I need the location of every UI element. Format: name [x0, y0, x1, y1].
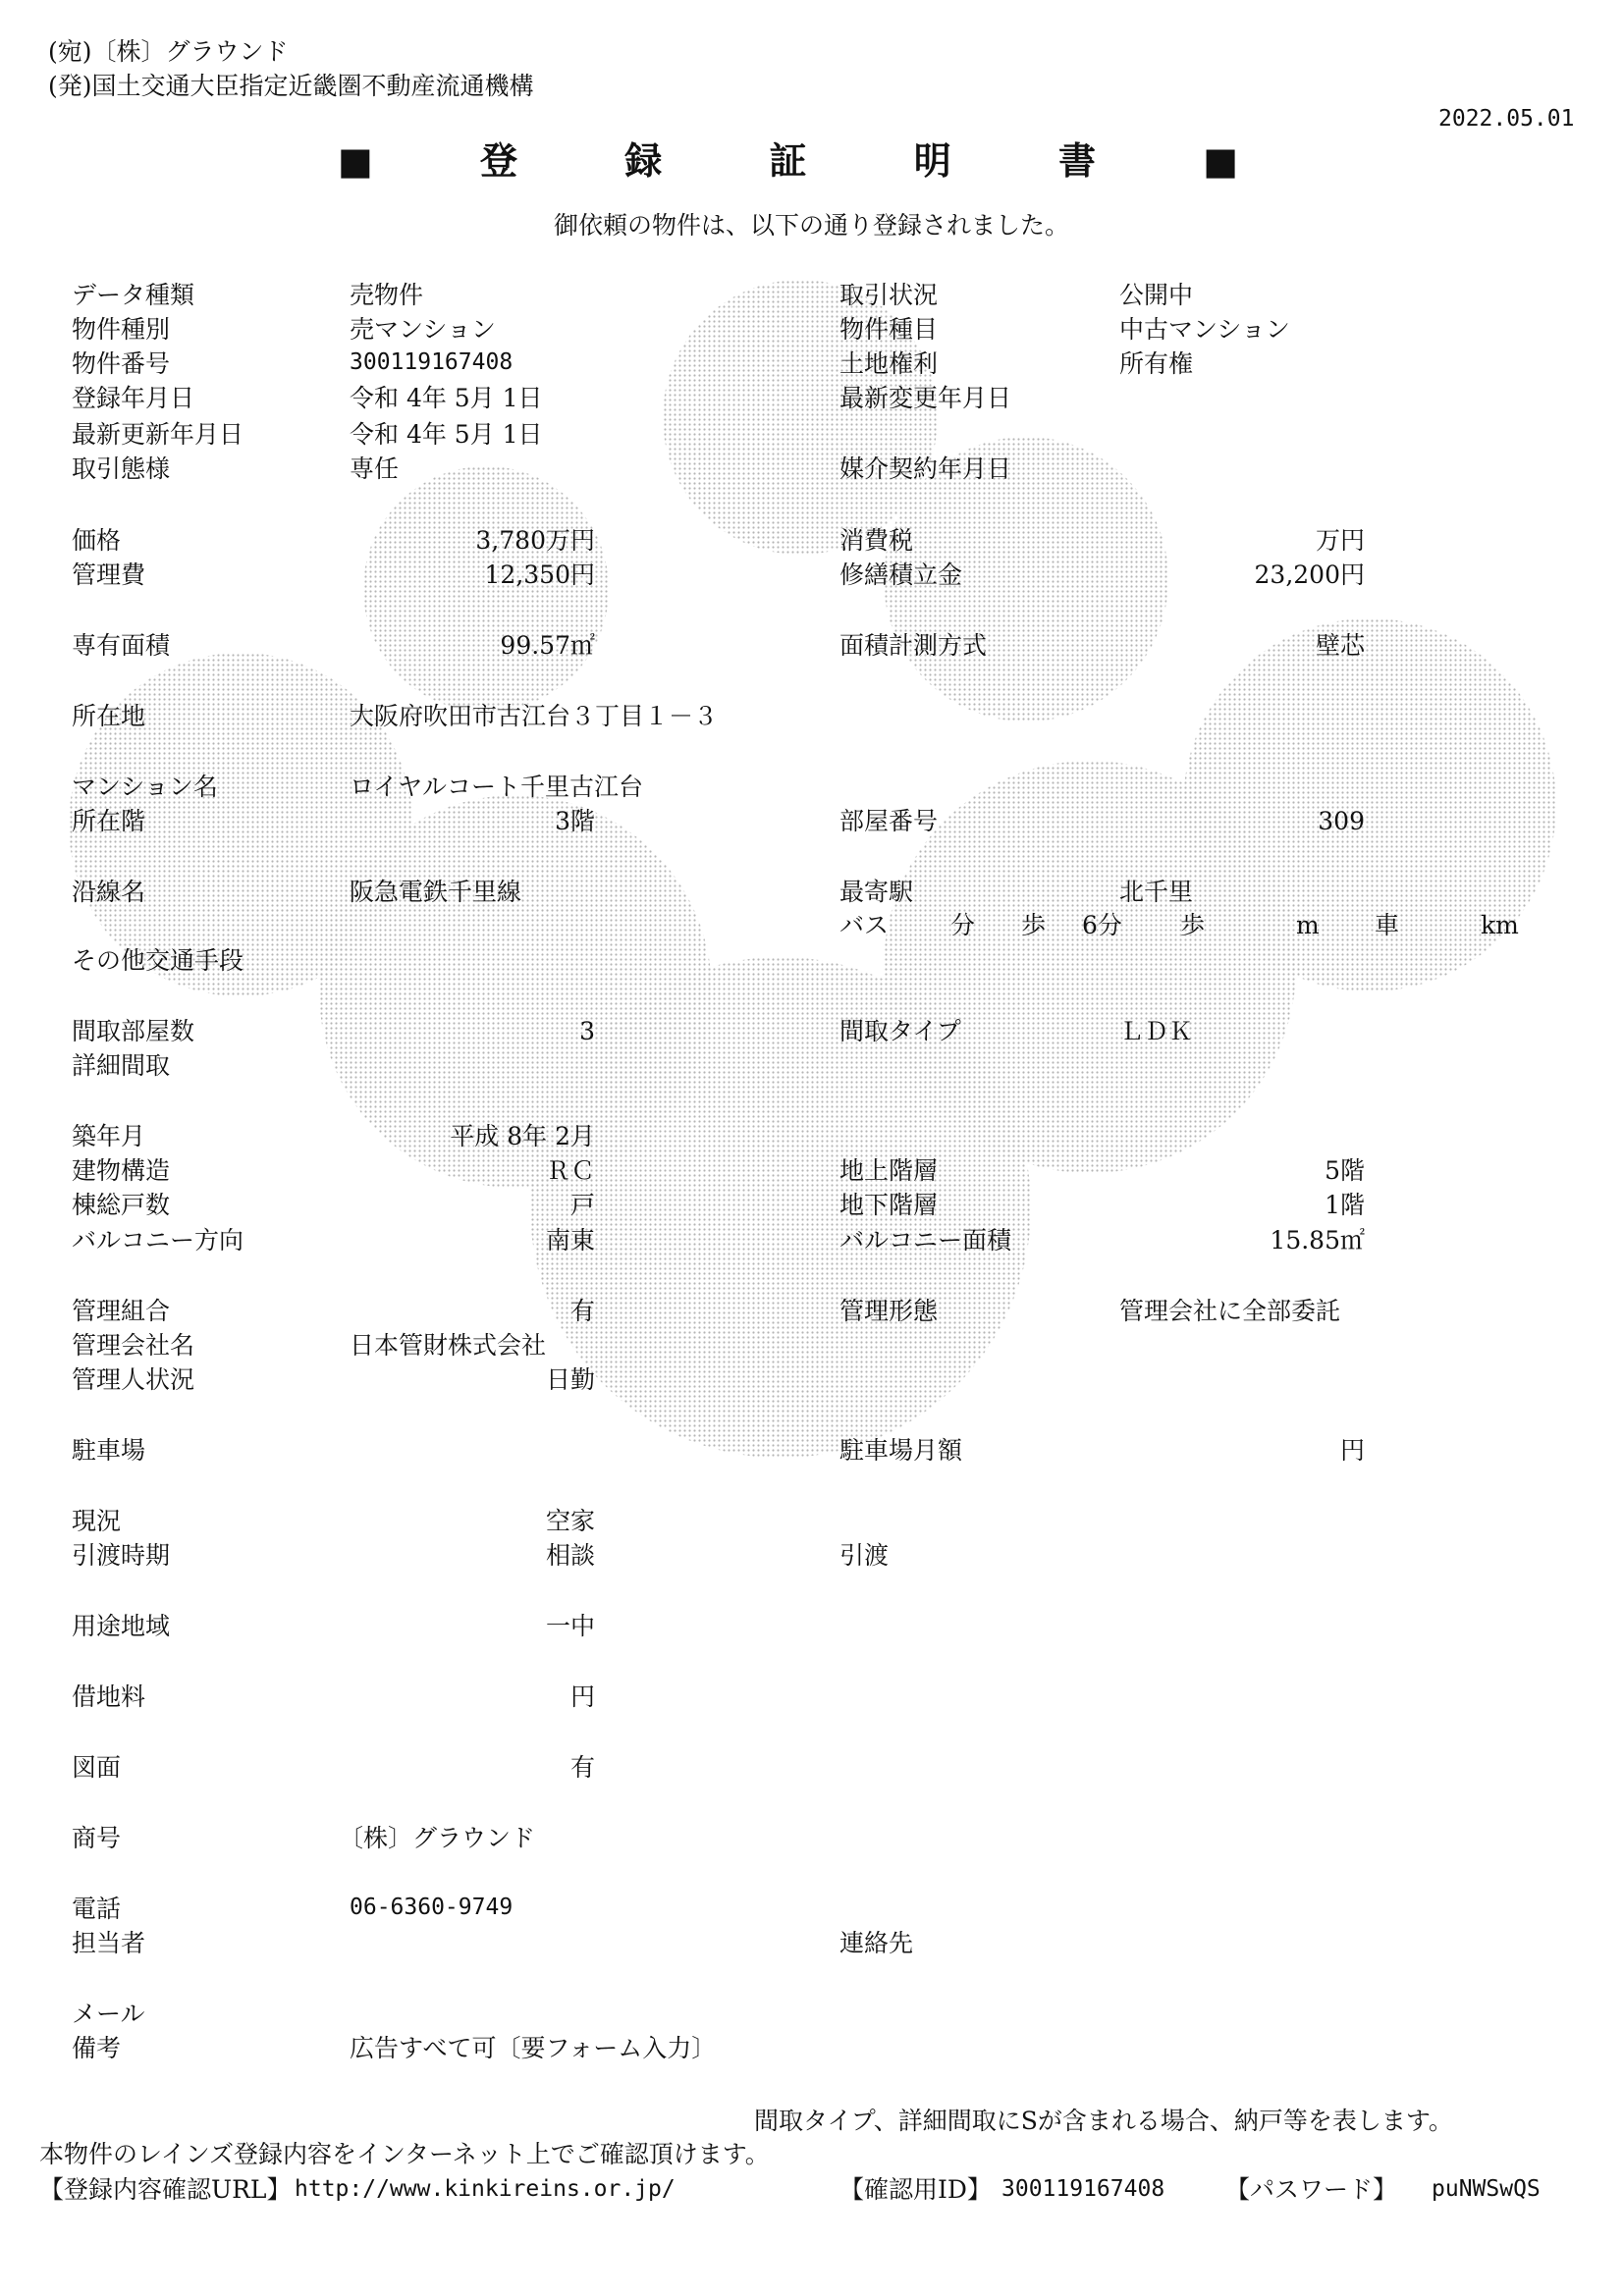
- value-layout-type: ＬＤＫ: [1119, 1017, 1194, 1045]
- value-balcony-area: 15.85㎡: [1270, 1226, 1365, 1255]
- label-rooms: 間取部屋数: [72, 1017, 195, 1045]
- value-land-rights: 所有権: [1119, 349, 1194, 378]
- label-brokerage-contract-date: 媒介契約年月日: [839, 454, 1012, 483]
- value-floors-below: 1階: [1325, 1191, 1365, 1219]
- footer-id: 300119167408: [1001, 2176, 1165, 2202]
- value-structure: ＲＣ: [545, 1156, 595, 1185]
- document-title: ■ 登 録 証 明 書 ■: [337, 138, 1286, 183]
- value-phone: 06-6360-9749: [350, 1895, 514, 1920]
- value-registration-date: 令和 4年 5月 1日: [350, 384, 543, 412]
- label-floor: 所在階: [72, 807, 146, 835]
- label-person-in-charge: 担当者: [72, 1929, 146, 1957]
- label-mansion-name: マンション名: [72, 773, 218, 801]
- value-location: 大阪府吹田市古江台３丁目１－３: [350, 702, 719, 730]
- label-repair-reserve: 修繕積立金: [839, 561, 963, 589]
- value-drawings: 有: [569, 1753, 595, 1782]
- footer-url[interactable]: http://www.kinkireins.or.jp/: [295, 2176, 676, 2202]
- footer-confirm: 本物件のレインズ登録内容をインターネット上でご確認頂けます。: [39, 2140, 770, 2168]
- value-built: 平成 8年 2月: [450, 1122, 595, 1150]
- label-property-number: 物件番号: [72, 349, 171, 378]
- label-remarks: 備考: [72, 2034, 122, 2062]
- label-land-rent: 借地料: [72, 1682, 146, 1711]
- value-floor: 3階: [555, 807, 595, 835]
- value-transaction-mode: 専任: [350, 454, 400, 483]
- issue-date: 2022.05.01: [1438, 106, 1575, 132]
- footer-url-label: 【登録内容確認URL】: [39, 2175, 292, 2204]
- label-land-rights: 土地権利: [839, 349, 939, 378]
- watermark-circle: [363, 466, 609, 712]
- label-delivery: 引渡: [839, 1541, 890, 1570]
- value-parking-monthly: 円: [1339, 1436, 1365, 1465]
- value-zoning: 一中: [545, 1612, 595, 1640]
- label-area-method: 面積計測方式: [839, 631, 988, 660]
- label-parking-monthly: 駐車場月額: [839, 1436, 963, 1465]
- value-management-form: 管理会社に全部委託: [1119, 1297, 1341, 1325]
- label-current-status: 現況: [72, 1507, 122, 1535]
- label-email: メール: [72, 2000, 145, 2028]
- label-property-item: 物件種目: [839, 315, 939, 344]
- label-transaction-status: 取引状況: [839, 281, 939, 309]
- label-management-fee: 管理費: [72, 561, 146, 589]
- value-management-company: 日本管財株式会社: [350, 1331, 547, 1360]
- value-property-number: 300119167408: [350, 349, 514, 375]
- label-delivery-time: 引渡時期: [72, 1541, 171, 1570]
- access-walk-minutes: 6分: [1082, 911, 1122, 939]
- value-exclusive-area: 99.57㎡: [500, 631, 595, 660]
- label-line-name: 沿線名: [72, 878, 146, 906]
- label-layout-type: 間取タイプ: [839, 1017, 961, 1045]
- value-property-category: 売マンション: [350, 315, 496, 344]
- access-bus-minutes: 分: [950, 911, 976, 939]
- sender: (発)国土交通大臣指定近畿圏不動産流通機構: [48, 72, 534, 100]
- value-data-type: 売物件: [350, 281, 424, 309]
- value-property-item: 中古マンション: [1119, 315, 1290, 344]
- access-km: km: [1481, 911, 1519, 939]
- footer-password-label: 【パスワード】: [1225, 2175, 1398, 2204]
- label-phone: 電話: [72, 1895, 122, 1923]
- value-price: 3,780万円: [475, 526, 595, 555]
- label-balcony-area: バルコニー面積: [839, 1226, 1012, 1255]
- document-subtitle: 御依頼の物件は、以下の通り登録されました。: [553, 211, 1069, 240]
- label-zoning: 用途地域: [72, 1612, 171, 1640]
- label-registration-date: 登録年月日: [72, 384, 195, 412]
- value-repair-reserve: 23,200円: [1254, 561, 1365, 589]
- access-walk-distance: 歩: [1180, 911, 1206, 939]
- value-room-number: 309: [1318, 807, 1365, 835]
- label-room-number: 部屋番号: [839, 807, 939, 835]
- footer-id-label: 【確認用ID】: [839, 2175, 992, 2204]
- label-last-change-date: 最新変更年月日: [839, 384, 1012, 412]
- label-transaction-mode: 取引態様: [72, 454, 171, 483]
- value-management-union: 有: [569, 1297, 595, 1325]
- access-bus: バス: [839, 911, 890, 939]
- label-management-form: 管理形態: [839, 1297, 939, 1325]
- value-total-units: 戸: [569, 1191, 595, 1219]
- label-trade-name: 商号: [72, 1824, 122, 1852]
- value-floors-above: 5階: [1325, 1156, 1365, 1185]
- value-delivery-time: 相談: [545, 1541, 595, 1570]
- label-parking: 駐車場: [72, 1436, 146, 1465]
- value-line-name: 阪急電鉄千里線: [350, 878, 522, 906]
- value-nearest-station: 北千里: [1119, 878, 1194, 906]
- label-management-union: 管理組合: [72, 1297, 171, 1325]
- footer-password: puNWSwQS: [1432, 2176, 1541, 2202]
- label-price: 価格: [72, 526, 122, 555]
- value-transaction-status: 公開中: [1119, 281, 1194, 309]
- value-management-fee: 12,350円: [484, 561, 595, 589]
- value-rooms: 3: [579, 1017, 595, 1045]
- label-floors-above: 地上階層: [839, 1156, 939, 1185]
- label-total-units: 棟総戸数: [72, 1191, 171, 1219]
- value-consumption-tax: 万円: [1315, 526, 1365, 555]
- footer-note: 間取タイプ、詳細間取にSが含まれる場合、納戸等を表します。: [754, 2107, 1453, 2135]
- label-contact: 連絡先: [839, 1929, 914, 1957]
- label-nearest-station: 最寄駅: [839, 878, 914, 906]
- label-balcony-direction: バルコニー方向: [72, 1226, 244, 1255]
- access-car: 車: [1375, 911, 1400, 939]
- addressee: (宛)〔株〕グラウンド: [48, 37, 289, 66]
- value-balcony-direction: 南東: [545, 1226, 595, 1255]
- label-consumption-tax: 消費税: [839, 526, 914, 555]
- access-walk: 歩: [1021, 911, 1047, 939]
- label-structure: 建物構造: [72, 1156, 171, 1185]
- value-land-rent: 円: [569, 1682, 595, 1711]
- value-area-method: 壁芯: [1315, 631, 1365, 660]
- value-last-update-date: 令和 4年 5月 1日: [350, 420, 543, 449]
- label-other-transport: その他交通手段: [72, 946, 244, 975]
- value-remarks: 広告すべて可〔要フォーム入力〕: [350, 2034, 717, 2062]
- value-trade-name: 〔株〕グラウンド: [339, 1824, 536, 1852]
- access-meters: m: [1296, 911, 1320, 939]
- value-mansion-name: ロイヤルコート千里古江台: [350, 773, 644, 801]
- label-data-type: データ種類: [72, 281, 195, 309]
- label-property-category: 物件種別: [72, 315, 171, 344]
- value-manager-status: 日勤: [545, 1365, 595, 1394]
- label-location: 所在地: [72, 702, 146, 730]
- label-floors-below: 地下階層: [839, 1191, 939, 1219]
- label-exclusive-area: 専有面積: [72, 631, 171, 660]
- label-last-update-date: 最新更新年月日: [72, 420, 244, 449]
- label-manager-status: 管理人状況: [72, 1365, 195, 1394]
- value-current-status: 空家: [545, 1507, 595, 1535]
- label-drawings: 図面: [72, 1753, 122, 1782]
- label-built: 築年月: [72, 1122, 146, 1150]
- label-management-company: 管理会社名: [72, 1331, 195, 1360]
- label-detailed-layout: 詳細間取: [72, 1051, 171, 1080]
